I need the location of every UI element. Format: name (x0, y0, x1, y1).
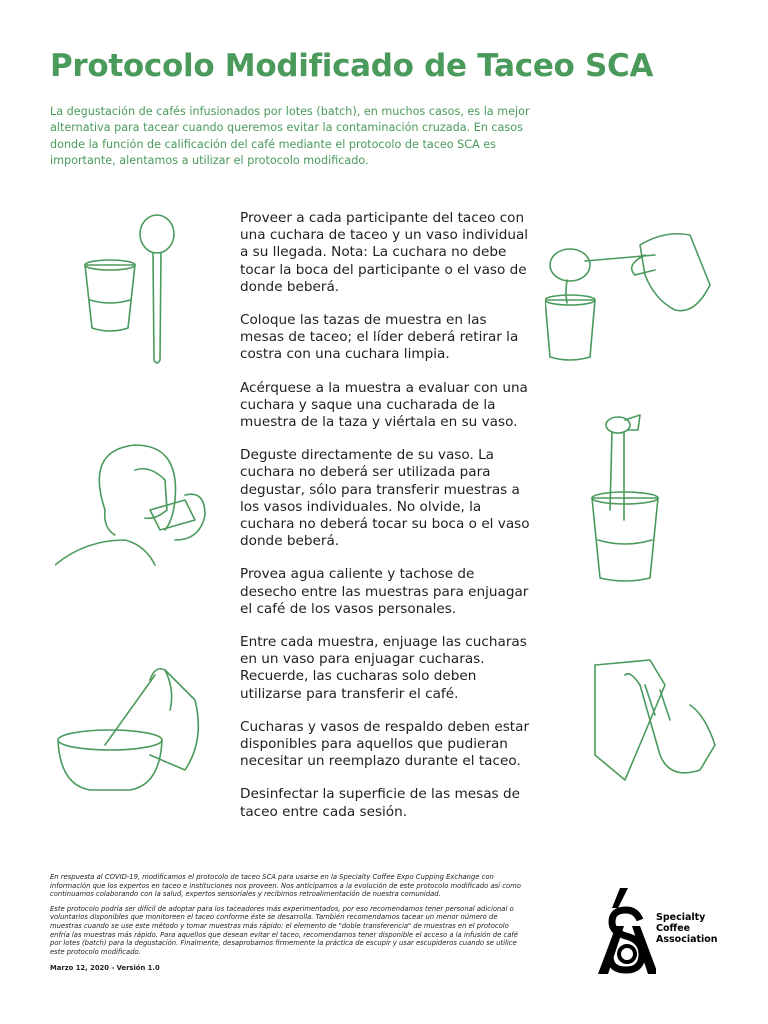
logo-text-coffee: Coffee (656, 923, 691, 934)
pouring-spoon-hand-illustration (545, 225, 715, 369)
footer-paragraph-1: En respuesta al COVID-19, modificamos el protocolo de taceo SCA para usarse en la Specialty Coffee Expo Cupping Exchange con información que los expertos en taceo e instituciones nos proveen. Nos anticipamos a la evolución de este protocolo modificado así como continuamos colaborando con la salud, expertos sensoriales y recibimos retroalimentación de nuestra comunidad. (50, 873, 521, 899)
person-tasting-illustration (55, 440, 215, 574)
logo-text-association: Association (656, 934, 718, 945)
logo-text-specialty: Specialty (656, 912, 706, 923)
step-8: Desinfectar la superficie de las mesas de taceo entre cada sesión. (240, 786, 520, 820)
sca-logo-mark-icon (596, 886, 656, 976)
intro-paragraph: La degustación de cafés infusionados por lotes (batch), en muchos casos, es la mejor alternativa para tacear cuando queremos evitar la contaminación cruzada. En casos donde la función de calificación del café mediante el protocolo de taceo SCA es importante, alentamos a utilizar el protocolo modificado. (50, 105, 530, 167)
version-date: Marzo 12, 2020 - Versión 1.0 (50, 964, 160, 973)
wiping-hand-illustration (590, 655, 740, 789)
protocol-steps (240, 210, 532, 837)
glass-and-spoon-illustration (80, 210, 190, 374)
step-5: Provea agua caliente y tachose de desecho entre las muestras para enjuagar el café de los vasos personales. (240, 566, 529, 617)
step-1: Proveer a cada participante del taceo con una cuchara de taceo y un vaso individual a su llegada. Nota: La cuchara no debe tocar la boca del participante o el vaso de donde beberá. (240, 210, 529, 295)
glass-with-spoon-illustration (590, 410, 670, 589)
step-6: Entre cada muestra, enjuage las cucharas en un vaso para enjuagar cucharas. Recuerde, las cucharas solo deben utilizarse para transferir el café. (240, 634, 527, 702)
step-3: Acérquese a la muestra a evaluar con una cuchara y saque una cucharada de la muestra de la taza y viértala en su vaso. (240, 379, 528, 431)
footer-notes (50, 873, 530, 979)
page-title: Protocolo Modificado de Taceo SCA (50, 48, 654, 84)
footer-paragraph-2: Este protocolo podría ser difícil de adoptar para los taceadores más experimentados, por eso recomendamos tener personal adicional o voluntarios disponibles que monitoreen el taceo conforme éste se desarrolla. También recomendamos tacear un menor número de muestras cuando se use este método y tomar muestras más rápido: el elemento de "doble transferencia" de muestras en el protocolo enfría las muestras más rápido. Para aquellos que desean evitar el taceo, recomendamos tener disponible el acceso a la infusión de café por lotes (batch) para la degustación. Finalmente, desaprobamos firmemente la práctica de escupir y usar escupideros cuando se utilice este protocolo modificado. (50, 904, 518, 956)
sca-logo (596, 886, 726, 976)
step-4: Deguste directamente de su vaso. La cuchara no deberá ser utilizada para degustar, sólo para transferir muestras a los vasos individuales. No olvide, la cuchara no deberá tocar su boca o el vaso donde beberá. (240, 447, 530, 550)
step-2: Coloque las tazas de muestra en las mesas de taceo; el líder deberá retirar la costra con una cuchara limpia. (240, 312, 519, 363)
bowl-rinse-illustration (55, 660, 215, 814)
step-7: Cucharas y vasos de respaldo deben estar disponibles para aquellos que pudieran necesitar un reemplazo durante el taceo. (240, 718, 530, 770)
